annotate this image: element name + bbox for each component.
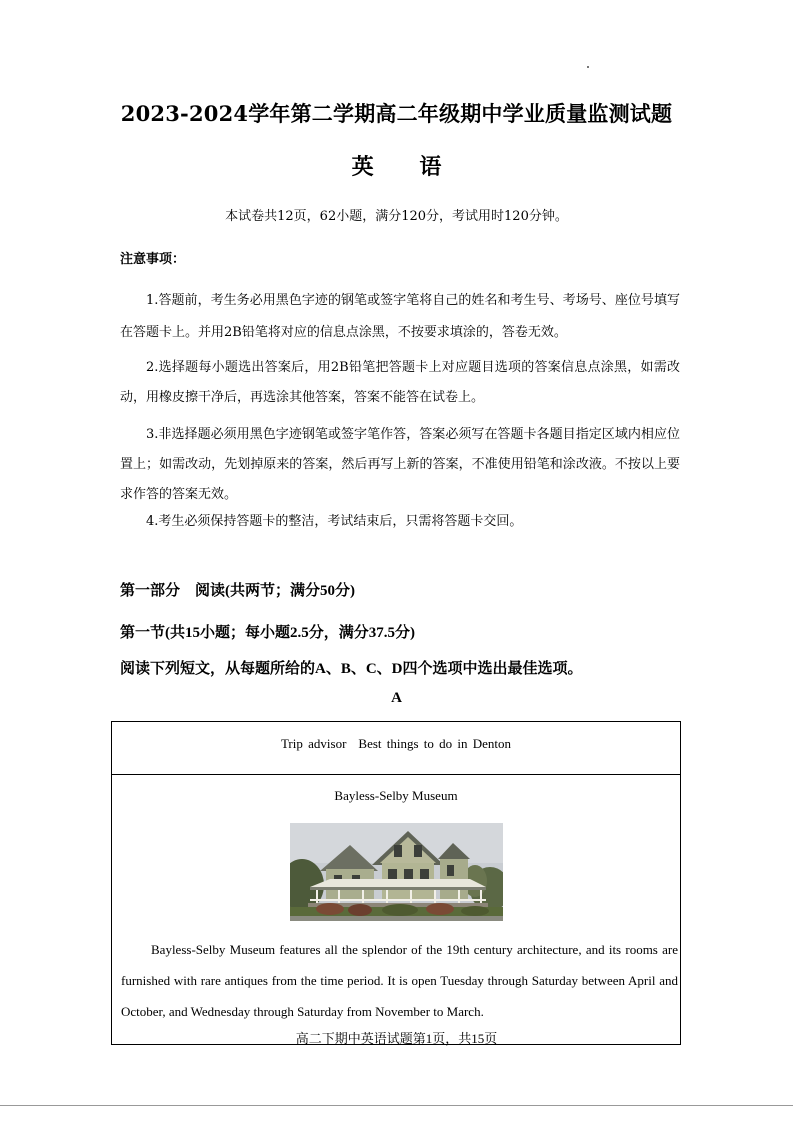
- notice-item-1: 1.答题前，考生务必用黑色字迹的钢笔或签字笔将自己的姓名和考生号、考场号、座位号填写在答题卡上。并用2B铅笔将对应的信息点涂黑，不按要求填涂的，答卷无效。: [120, 293, 680, 340]
- scan-dot: [587, 66, 589, 68]
- denton-heading: Best things to do in Denton: [358, 736, 512, 751]
- page-title: 2023-2024学年第二学期高二年级期中学业质量监测试题: [120, 101, 673, 126]
- section-heading: 第一节(共15小题；每小题2.5分，满分37.5分): [120, 625, 415, 641]
- section-instruction: 阅读下列短文，从每题所给的A、B、C、D四个选项中选出最佳选项。: [120, 661, 583, 677]
- subject-title: 英 语: [351, 154, 442, 180]
- trip-advisor-label: Trip advisor: [280, 736, 347, 751]
- victorian-house-photo: [290, 823, 503, 921]
- part-heading: 第一部分 阅读(共两节；满分50分): [120, 583, 355, 599]
- notice-heading: 注意事项：: [120, 252, 186, 267]
- notice-item-3: 3.非选择题必须用黑色字迹钢笔或签字笔作答，答案必须写在答题卡各题目指定区域内相应位置上；如需改动，先划掉原来的答案，然后再写上新的答案，不准使用铅笔和涂改液。不按以上要求作答的答案无效。: [120, 427, 680, 502]
- passage-letter: A: [391, 690, 402, 706]
- passage-body: Bayless-Selby Museum features all the splendor of the 19th century architecture, and its rooms are furnished with rare antiques from the time period. It is open Tuesday through Saturday between April and October, and Wednesday through Saturday from November to March.: [121, 942, 678, 1019]
- exam-meta: 本试卷共12页，62小题，满分120分，考试用时120分钟。: [225, 209, 568, 224]
- page-bottom-divider: [0, 1105, 793, 1106]
- passage-header: [112, 722, 680, 775]
- notice-item-2: 2.选择题每小题选出答案后，用2B铅笔把答题卡上对应题目选项的答案信息点涂黑，如需改动，用橡皮擦干净后，再选涂其他答案，答案不能答在试卷上。: [120, 360, 680, 405]
- page-footer: 高二下期中英语试题第1页，共15页: [295, 1031, 498, 1046]
- notice-item-4: 4.考生必须保持答题卡的整洁，考试结束后，只需将答题卡交回。: [146, 514, 523, 529]
- passage-box: [111, 721, 681, 1045]
- museum-name: Bayless-Selby Museum: [334, 788, 458, 803]
